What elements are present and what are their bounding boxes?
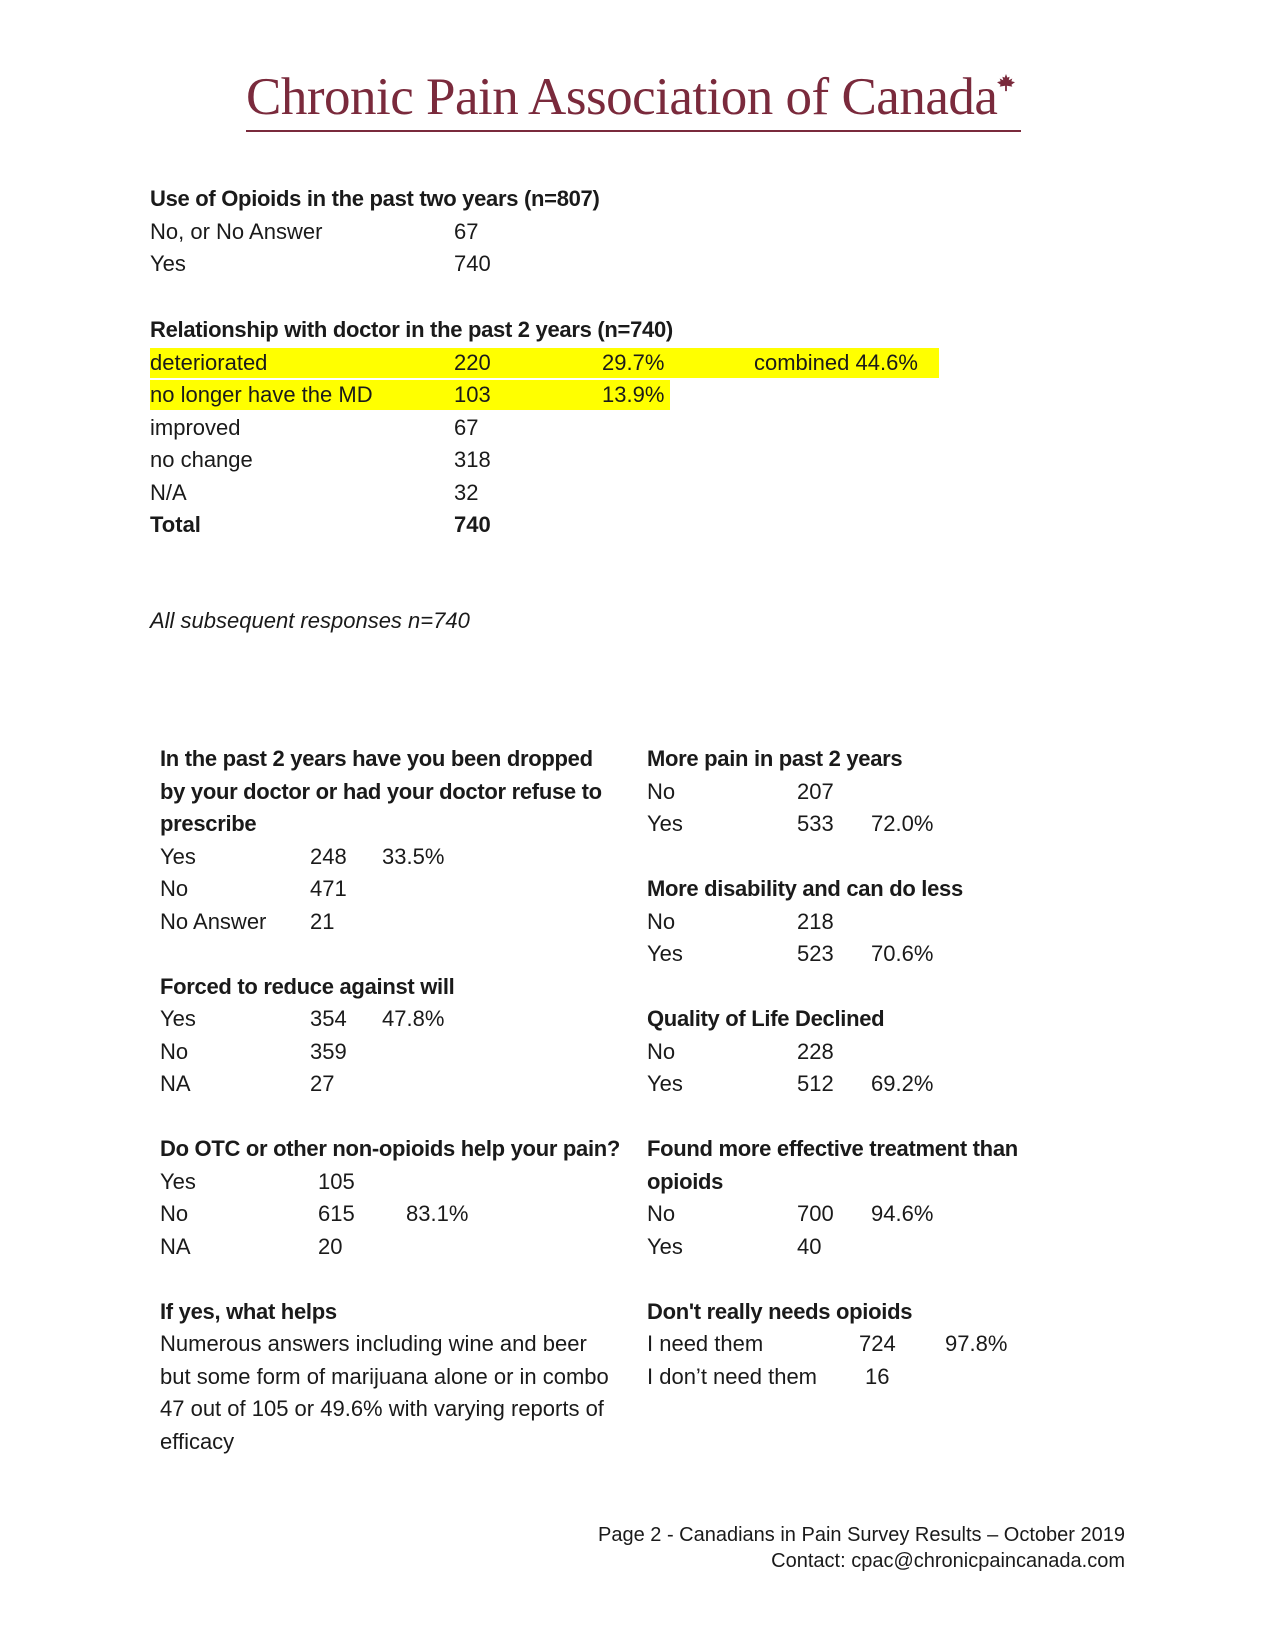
row-label: Yes bbox=[150, 251, 186, 276]
maple-leaf-icon bbox=[997, 74, 1015, 92]
otc-title: Do OTC or other non-opioids help your pain? bbox=[160, 1136, 621, 1161]
row-label: Yes bbox=[647, 811, 683, 836]
row-label: No bbox=[647, 908, 676, 934]
page-footer bbox=[598, 1522, 1125, 1574]
row-count: 512 bbox=[797, 1071, 834, 1096]
table-row bbox=[647, 1198, 1087, 1231]
table-row bbox=[647, 808, 1087, 841]
row-count: 724 bbox=[859, 1331, 896, 1356]
row-label: No bbox=[160, 1201, 189, 1226]
row-count: 740 bbox=[454, 251, 491, 276]
row-label: No bbox=[647, 778, 676, 804]
row-label: Yes bbox=[160, 1168, 196, 1194]
table-row bbox=[150, 412, 673, 445]
row-label: I don’t need them bbox=[647, 1363, 818, 1389]
row-count: 21 bbox=[310, 908, 335, 934]
row-label: no longer have the MD bbox=[150, 382, 373, 407]
row-pct: 47.8% bbox=[382, 1006, 445, 1031]
opioid-use-section bbox=[150, 183, 600, 281]
row-count: 67 bbox=[454, 414, 479, 440]
row-count: 700 bbox=[797, 1201, 834, 1226]
need-title: Don't really needs opioids bbox=[647, 1298, 913, 1324]
right-column bbox=[647, 743, 1087, 1393]
spacer bbox=[647, 1263, 1087, 1296]
row-count: 615 bbox=[318, 1201, 355, 1226]
row-label: No Answer bbox=[160, 908, 267, 934]
spacer bbox=[647, 841, 1087, 874]
row-count: 207 bbox=[797, 778, 834, 804]
table-row bbox=[150, 347, 918, 380]
row-count: 228 bbox=[797, 1038, 834, 1064]
row-label: No bbox=[647, 1038, 676, 1064]
row-count: 16 bbox=[865, 1363, 890, 1389]
spacer bbox=[647, 1101, 1087, 1134]
header-rule bbox=[246, 130, 1021, 132]
helps-text: Numerous answers including wine and beer but some form of marijuana alone or in combo 47 out of 105 or 49.6% with varying reports of efficacy bbox=[160, 1331, 609, 1454]
row-count: 218 bbox=[797, 908, 834, 934]
helps-title: If yes, what helps bbox=[160, 1298, 337, 1324]
row-count: 740 bbox=[454, 512, 491, 537]
row-count: 27 bbox=[310, 1071, 335, 1096]
qol-title: Quality of Life Declined bbox=[647, 1006, 885, 1031]
row-count: 354 bbox=[310, 1006, 347, 1031]
left-column bbox=[160, 743, 620, 1458]
spacer bbox=[160, 938, 620, 971]
row-label: No bbox=[160, 876, 189, 901]
table-row bbox=[150, 444, 673, 477]
row-count: 103 bbox=[454, 382, 491, 407]
effective-title: Found more effective treatment than opioids bbox=[647, 1136, 1018, 1194]
org-title bbox=[246, 66, 1036, 128]
row-label: Yes bbox=[647, 1071, 683, 1096]
table-row bbox=[647, 938, 1087, 971]
row-pct: 72.0% bbox=[871, 811, 934, 836]
table-row bbox=[160, 873, 620, 906]
table-row bbox=[647, 906, 1087, 939]
table-row bbox=[160, 1068, 620, 1101]
row-label: NA bbox=[160, 1233, 191, 1259]
disability-title: More disability and can do less bbox=[647, 876, 963, 901]
row-label: No, or No Answer bbox=[150, 218, 323, 244]
row-label: Total bbox=[150, 512, 201, 537]
table-row bbox=[647, 1068, 1087, 1101]
relationship-section bbox=[150, 314, 918, 542]
row-pct: 97.8% bbox=[945, 1331, 1008, 1356]
footer-contact: Contact: cpac@chronicpaincanada.com bbox=[771, 1550, 1125, 1572]
row-count: 105 bbox=[318, 1168, 355, 1194]
row-count: 359 bbox=[310, 1038, 347, 1064]
spacer bbox=[160, 1101, 620, 1134]
row-label: No bbox=[647, 1201, 676, 1226]
row-label: NA bbox=[160, 1071, 191, 1096]
row-pct: 70.6% bbox=[871, 941, 934, 966]
row-pct: 69.2% bbox=[871, 1071, 934, 1096]
table-row bbox=[647, 1361, 1087, 1394]
total-row bbox=[150, 509, 673, 542]
row-pct: 83.1% bbox=[406, 1201, 469, 1226]
table-row bbox=[150, 477, 673, 510]
row-pct: 33.5% bbox=[382, 843, 445, 869]
table-row bbox=[160, 1166, 620, 1199]
row-count: 220 bbox=[454, 349, 491, 375]
row-label: Yes bbox=[647, 941, 683, 966]
row-note: combined 44.6% bbox=[754, 349, 918, 375]
row-count: 318 bbox=[454, 447, 491, 472]
footer-page-info: Page 2 - Canadians in Pain Survey Results – October 2019 bbox=[598, 1524, 1125, 1546]
row-label: N/A bbox=[150, 479, 187, 505]
table-row bbox=[150, 216, 600, 249]
dropped-title: In the past 2 years have you been dropped by your doctor or had your doctor refuse to prescribe bbox=[160, 746, 602, 836]
row-label: no change bbox=[150, 447, 253, 472]
table-row bbox=[160, 1198, 620, 1231]
org-name: Chronic Pain Association of Canada bbox=[246, 68, 998, 126]
forced-title: Forced to reduce against will bbox=[160, 973, 455, 999]
row-count: 32 bbox=[454, 479, 479, 505]
row-label: I need them bbox=[647, 1331, 764, 1356]
page-header bbox=[246, 66, 1036, 132]
row-pct: 13.9% bbox=[602, 382, 665, 407]
row-count: 471 bbox=[310, 876, 347, 901]
spacer bbox=[160, 1263, 620, 1296]
row-count: 20 bbox=[318, 1233, 343, 1259]
table-row bbox=[647, 1231, 1087, 1264]
table-row bbox=[160, 1231, 620, 1264]
opioid-use-title: Use of Opioids in the past two years (n=807) bbox=[150, 186, 600, 211]
row-label: No bbox=[160, 1038, 189, 1064]
row-pct: 29.7% bbox=[602, 349, 665, 375]
subsequent-note: All subsequent responses n=740 bbox=[150, 608, 470, 633]
row-count: 248 bbox=[310, 843, 347, 869]
table-row bbox=[160, 1003, 620, 1036]
table-row bbox=[647, 776, 1087, 809]
row-label: improved bbox=[150, 414, 241, 440]
pain-title: More pain in past 2 years bbox=[647, 746, 903, 771]
row-count: 40 bbox=[797, 1233, 822, 1259]
row-count: 67 bbox=[454, 218, 479, 244]
row-count: 533 bbox=[797, 811, 834, 836]
row-label: Yes bbox=[160, 843, 196, 869]
row-pct: 94.6% bbox=[871, 1201, 934, 1226]
table-row bbox=[160, 841, 620, 874]
table-row bbox=[150, 248, 600, 281]
row-label: deteriorated bbox=[150, 349, 268, 375]
table-row bbox=[150, 379, 673, 412]
table-row bbox=[647, 1328, 1087, 1361]
row-label: Yes bbox=[647, 1233, 683, 1259]
table-row bbox=[160, 1036, 620, 1069]
table-row bbox=[647, 1036, 1087, 1069]
row-label: Yes bbox=[160, 1006, 196, 1031]
relationship-title: Relationship with doctor in the past 2 years (n=740) bbox=[150, 317, 673, 342]
spacer bbox=[647, 971, 1087, 1004]
table-row bbox=[160, 906, 620, 939]
row-count: 523 bbox=[797, 941, 834, 966]
